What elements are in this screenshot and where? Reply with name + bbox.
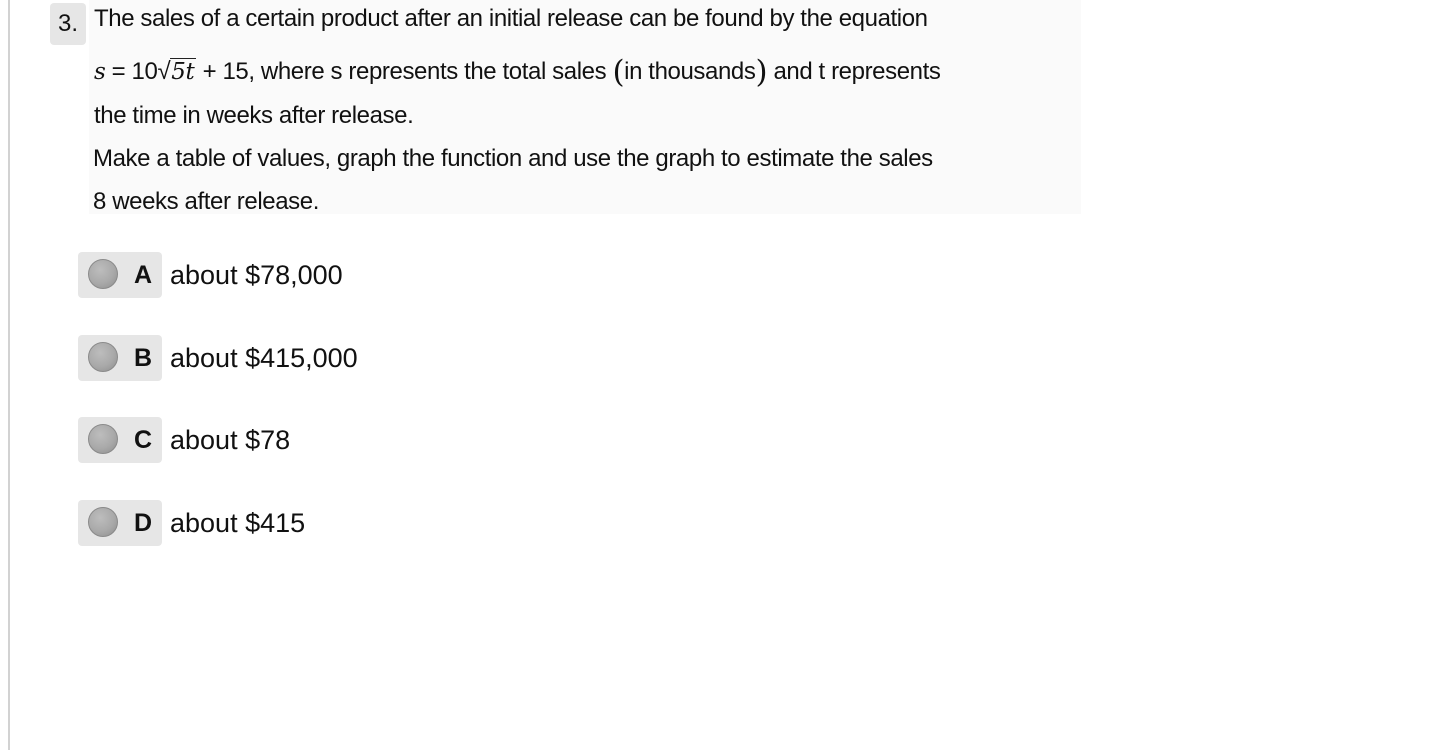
question-number: 3.	[50, 3, 86, 45]
choice-d-button[interactable]	[78, 500, 162, 546]
equation-coefficient: = 10	[105, 58, 158, 85]
radio-unselected-icon[interactable]	[88, 507, 118, 537]
question-stem	[89, 0, 1081, 214]
stem-line-2-paren-text: in thousands	[624, 58, 756, 85]
stem-line-1: The sales of a certain product after an initial release can be found by the equation	[94, 5, 928, 32]
left-border	[8, 0, 10, 750]
choice-a-letter: A	[134, 261, 153, 289]
stem-line-2	[94, 54, 940, 90]
radio-unselected-icon[interactable]	[88, 259, 118, 289]
paren-open: (	[612, 54, 625, 90]
choice-a[interactable]	[78, 252, 343, 298]
stem-line-2-text-b: and t represents	[767, 58, 941, 85]
equation-variable: s	[94, 59, 106, 85]
choice-d-letter: D	[134, 509, 153, 537]
choice-a-button[interactable]	[78, 252, 162, 298]
stem-line-5: 8 weeks after release.	[93, 188, 319, 215]
choice-b-letter: B	[134, 344, 153, 372]
sqrt-icon: √	[157, 58, 171, 85]
choice-a-text[interactable]: about $78,000	[170, 259, 343, 290]
choice-b-button[interactable]	[78, 335, 162, 381]
radio-unselected-icon[interactable]	[88, 424, 118, 454]
equation-radicand: 5t	[171, 59, 195, 85]
choice-d[interactable]	[78, 500, 305, 546]
stem-line-2-text-a: where s represents the total sales	[254, 58, 613, 85]
choice-d-text[interactable]: about $415	[170, 507, 306, 538]
choice-b[interactable]	[78, 335, 358, 381]
paren-close: )	[755, 54, 768, 90]
choice-c-button[interactable]	[78, 417, 162, 463]
stem-line-3: the time in weeks after release.	[94, 102, 414, 129]
choice-b-text[interactable]: about $415,000	[170, 342, 358, 373]
stem-line-4: Make a table of values, graph the function and use the graph to estimate the sales	[93, 145, 933, 172]
choice-c-letter: C	[134, 426, 153, 454]
choice-c-text[interactable]: about $78	[170, 424, 291, 455]
equation-constant: + 15,	[196, 58, 255, 85]
radio-unselected-icon[interactable]	[88, 342, 118, 372]
choice-c[interactable]	[78, 417, 290, 463]
